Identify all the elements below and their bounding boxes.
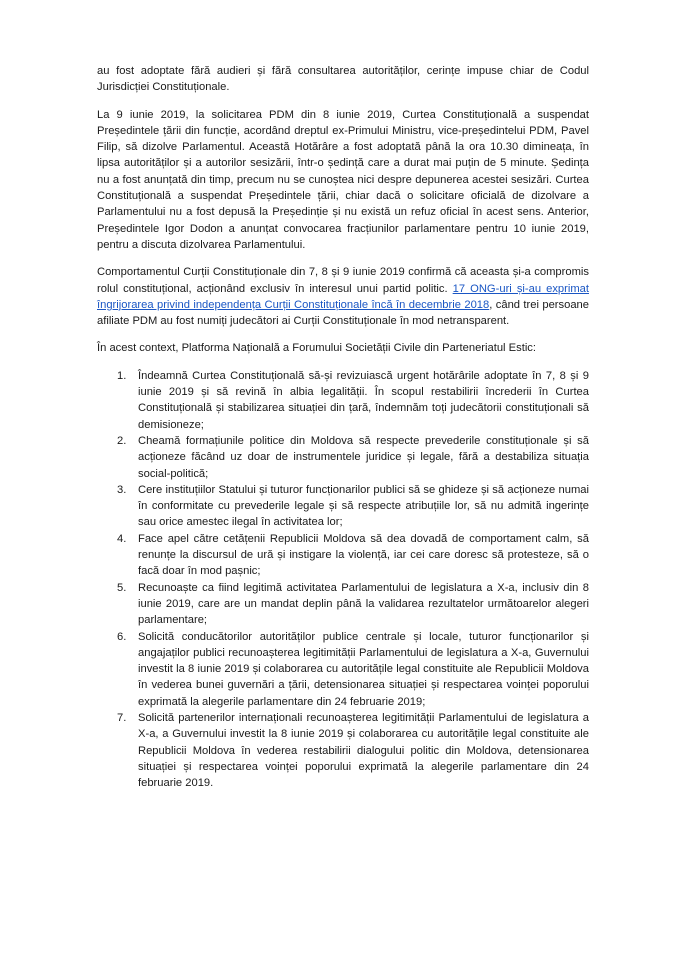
list-item-number: 3.: [117, 483, 127, 496]
list-item: [97, 710, 589, 791]
list-item-number: 5.: [117, 581, 127, 594]
paragraph-context-intro: În acest context, Platforma Națională a Forumului Societății Civile din Parteneriatul Estic:: [97, 342, 537, 355]
list-item-number: 6.: [117, 630, 127, 643]
list-item-text: Solicită partenerilor internaționali recunoașterea legitimității Parlamentului de legislatura a X-a, a Guvernului investit la 8 iunie 2019 și colaborarea cu autoritățile legal constituite ale Republicii Moldova în vederea restabilirii dialogului politic din Moldova, detensionarea situației și respectarea voinței poporului exprimată la alegerile parlamentare din 24 februarie 2019.: [138, 711, 589, 790]
court-behavior-text: Comportamentul Curții Constituționale din 7, 8 și 9 iunie 2019 confirmă că aceasta și-a compromis rolul constituțional, acționând exclusiv în interesul unui partid politic.: [97, 266, 589, 295]
document-body: [97, 63, 589, 791]
list-item-text: Cheamă formațiunile politice din Moldova să respecte prevederile constituționale și să acționeze făcând uz doar de instrumentele juridice și legale, fără a destabiliza situația social-politică;: [138, 434, 589, 480]
list-item-number: 7.: [117, 711, 127, 724]
court-behavior-text-end: , când trei persoane afiliate PDM au fost numiți judecători ai Curții Constituționale în mod netransparent.: [97, 298, 589, 328]
list-item: [97, 482, 589, 531]
list-item: [97, 433, 589, 482]
list-item: [97, 580, 589, 629]
list-item-text: Recunoaște ca fiind legitimă activitatea Parlamentului de legislatura a X-a, inclusiv din 8 iunie 2019, care are un mandat deplin până la validarea rezultatelor următoarelor alegeri parlamentare;: [138, 581, 589, 627]
list-item-text: Face apel către cetățenii Republicii Moldova să dea dovadă de comportament calm, să renunțe la discursul de ură și instigare la violență, iar cei care doresc să protesteze, să o facă doar în mod pașnic;: [138, 532, 589, 578]
list-item: [97, 531, 589, 580]
paragraph-court-behavior: [97, 264, 589, 329]
list-item-text: Solicită conducătorilor autorităților publice centrale și locale, tuturor funcționarilor și angajaților publici recunoașterea legitimității Parlamentului de legislatura a X-a, Guvernului investit la 8 iunie 2019 și colaborarea cu autoritățile legal constituite ale Republicii Moldova în vederea bunei guvernări a țării, detensionarea situației și respectarea voinței poporului exprimată la alegerile parlamentare din 24 februarie 2019;: [138, 630, 589, 708]
list-item: [97, 368, 589, 433]
list-item-text: Îndeamnă Curtea Constituțională să-și revizuiască urgent hotărârile adoptate în 7, 8 și 9 iunie 2019 și să revină în albia legalității. În scopul restabilirii încrederii în Curtea Constituțională și stabilizarea situației din țară, îndemnăm toți judecătorii constituționali să demisioneze;: [138, 369, 589, 431]
list-item-number: 1.: [117, 369, 127, 382]
list-item-number: 2.: [117, 434, 127, 447]
list-item: [97, 629, 589, 710]
ngo-concern-link[interactable]: 17 ONG-uri și-au exprimat îngrijorarea privind independența Curții Constituționale încă în decembrie 2018: [97, 282, 589, 311]
paragraph-continuation: au fost adoptate fără audieri și fără consultarea autorităților, cerințe impuse chiar de Codul Jurisdicției Constituționale.: [97, 65, 589, 94]
demands-list: [97, 368, 589, 792]
list-item-number: 4.: [117, 532, 127, 545]
list-item-text: Cere instituțiilor Statului și tuturor funcționarilor publici să se ghideze și să acționeze numai în conformitate cu prevederile legale și să respecte atribuțiile lor, să nu admită ingerințe sau orice amestec ilegal în activitatea lor;: [138, 483, 589, 529]
paragraph-june-9-suspension: La 9 iunie 2019, la solicitarea PDM din 8 iunie 2019, Curtea Constituțională a suspendat Președintele țării din funcție, acordând dreptul ex-Primului Ministru, vice-președintelui PDM, Pavel Filip, să dizolve Parlamentul. Această Hotărâre a fost adoptată până la ora 10.30 dimineața, în lipsa autorităților și a autorilor sesizării, într-o ședință care a durat mai puțin de 5 minute. Ședința nu a fost anunțată din timp, precum nu se cunoștea nici despre depunerea acestei sesizări. Curtea Constituțională a suspendat Președintele țării, chiar dacă o solicitare oficială de dizolvare a Parlamentului nu a fost depusă la Președinție și nu există un refuz oficial în acest sens. Anterior, Președintele Igor Dodon a anunțat convocarea fracțiunilor parlamentare pentru 10 iunie 2019, pentru a discuta dizolvarea Parlamentului.: [97, 108, 589, 251]
